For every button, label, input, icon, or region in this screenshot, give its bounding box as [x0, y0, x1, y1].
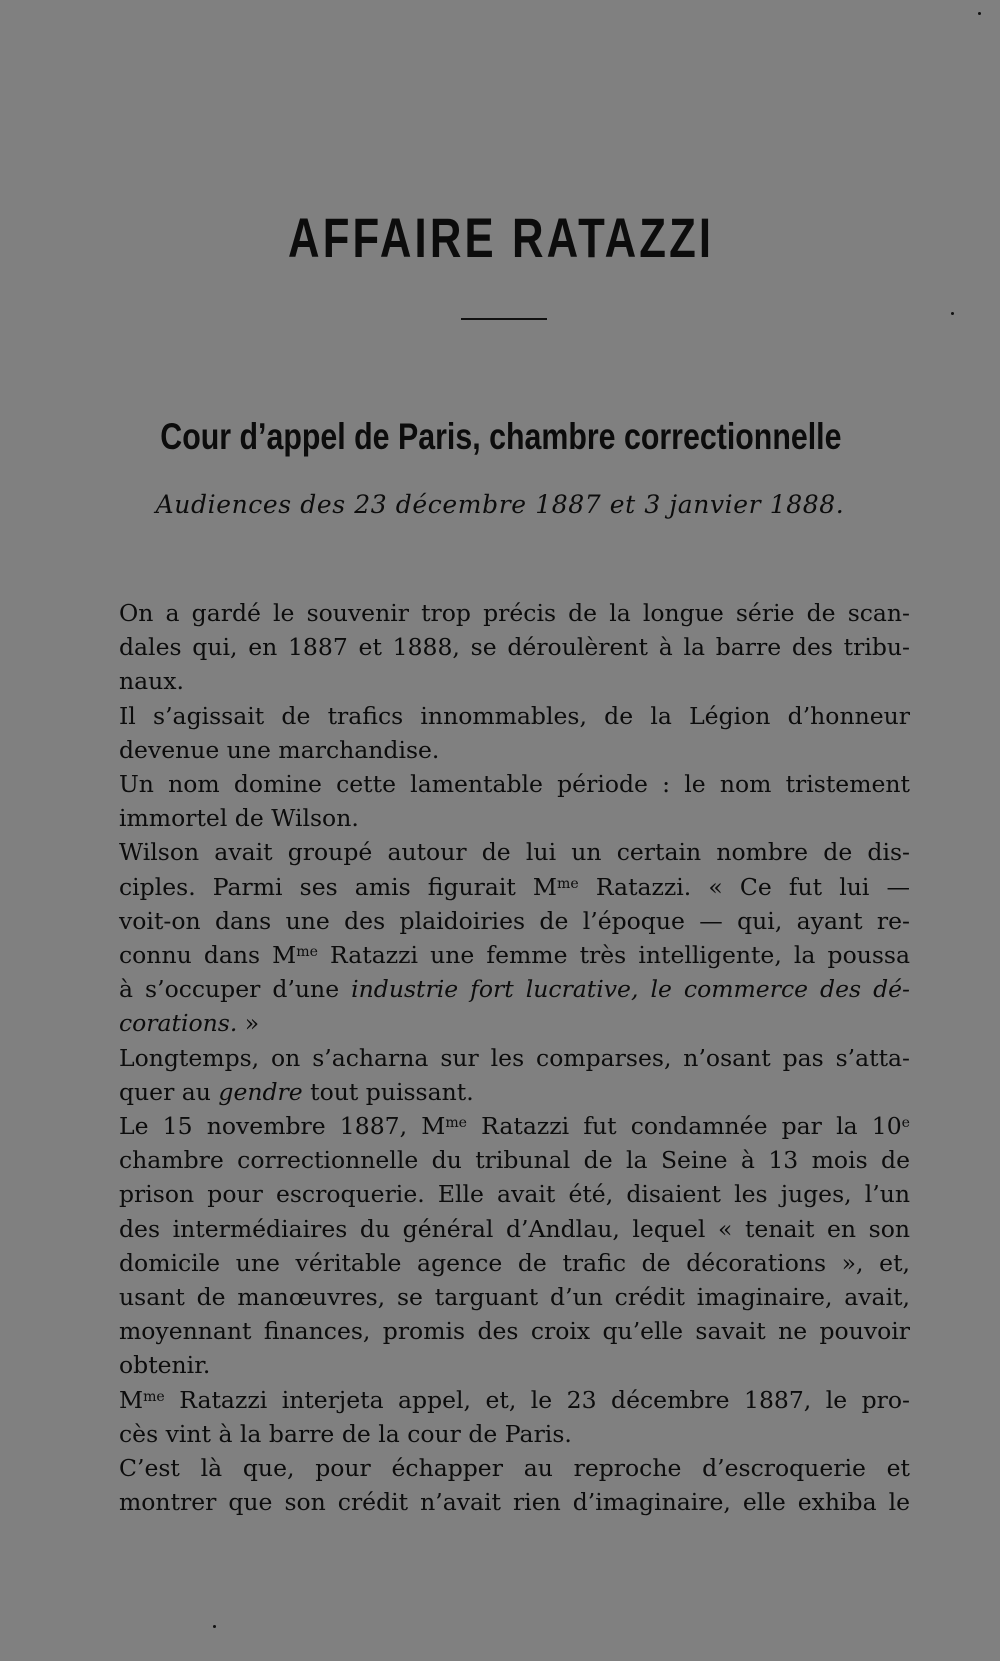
- text-line: Wilson avait groupé autour de lui un certain nombre de dis-: [119, 838, 910, 867]
- text-line: obtenir.: [119, 1351, 211, 1380]
- hearing-dates: Audiences des 23 décembre 1887 et 3 janvier 1888.: [155, 490, 845, 519]
- text-line: On a gardé le souvenir trop précis de la longue série de scan-: [119, 599, 910, 627]
- text-line: à s’occuper d’une industrie fort lucrative, le commerce des dé-: [119, 975, 910, 1004]
- text-line: C’est là que, pour échapper au reproche d’escroquerie et: [119, 1454, 910, 1483]
- page-title: AFFAIRE RATAZZI: [288, 206, 715, 269]
- text-line: connu dans $M^{me}$ Ratazzi une femme très intelligente, la poussa: [119, 941, 910, 970]
- text-line: moyennant finances, promis des croix qu’elle savait ne pouvoir: [119, 1317, 910, 1346]
- text-line: corations. »: [119, 1009, 260, 1038]
- text-line: quer au gendre tout puissant.: [119, 1077, 474, 1106]
- paragraph-7: [86, 1383, 910, 1451]
- paragraph-3: [86, 767, 910, 835]
- text-line: Un nom domine cette lamentable période : le nom tristement: [119, 770, 910, 799]
- text-line: cès vint à la barre de la cour de Paris.: [119, 1419, 572, 1448]
- text-line: Longtemps, on s’acharna sur les comparses, n’osant pas s’atta-: [119, 1043, 910, 1072]
- text-line: chambre correctionnelle du tribunal de la Seine à 13 mois de: [119, 1146, 910, 1175]
- text-line: usant de manœuvres, se targuant d’un crédit imaginaire, avait,: [119, 1283, 910, 1312]
- text-line: $M^{me}$ Ratazzi interjeta appel, et, le 23 décembre 1887, le pro-: [119, 1385, 910, 1414]
- paragraph-4: [86, 835, 910, 1040]
- text-line: ciples. Parmi ses amis figurait $M^{me}$ Ratazzi. « Ce fut lui —: [119, 872, 910, 901]
- paragraph-5: [86, 1041, 910, 1109]
- text-line: voit-on dans une des plaidoiries de l’époque — qui, ayant re-: [119, 906, 910, 935]
- text-line: Le 15 novembre 1887, $M^{me}$ Ratazzi fut condamnée par la 10e: [119, 1112, 910, 1141]
- paragraph-6: [86, 1109, 910, 1383]
- paragraph-8: [86, 1451, 910, 1519]
- text-line: devenue une marchandise.: [119, 735, 440, 764]
- print-speck: [951, 312, 954, 315]
- paragraph-1: [86, 596, 910, 699]
- body-text: [86, 596, 910, 1519]
- text-line: montrer que son crédit n’avait rien d’imaginaire, elle exhiba le: [119, 1488, 910, 1517]
- text-line: naux.: [119, 667, 185, 696]
- text-line: domicile une véritable agence de trafic de décorations », et,: [119, 1248, 910, 1277]
- text-line: Il s’agissait de trafics innommables, de la Légion d’honneur: [119, 701, 910, 730]
- title-rule: [461, 318, 547, 320]
- print-speck: [978, 12, 981, 15]
- print-speck: [213, 1625, 216, 1628]
- paragraph-2: [86, 699, 910, 767]
- text-line: prison pour escroquerie. Elle avait été, disaient les juges, l’un: [119, 1180, 910, 1209]
- text-line: dales qui, en 1887 et 1888, se déroulèrent à la barre des tribu-: [119, 633, 910, 662]
- text-line: immortel de Wilson.: [119, 804, 359, 833]
- text-line: des intermédiaires du général d’Andlau, lequel « tenait en son: [119, 1214, 910, 1243]
- court-heading: Cour d’appel de Paris, chambre correctionnelle: [160, 416, 842, 457]
